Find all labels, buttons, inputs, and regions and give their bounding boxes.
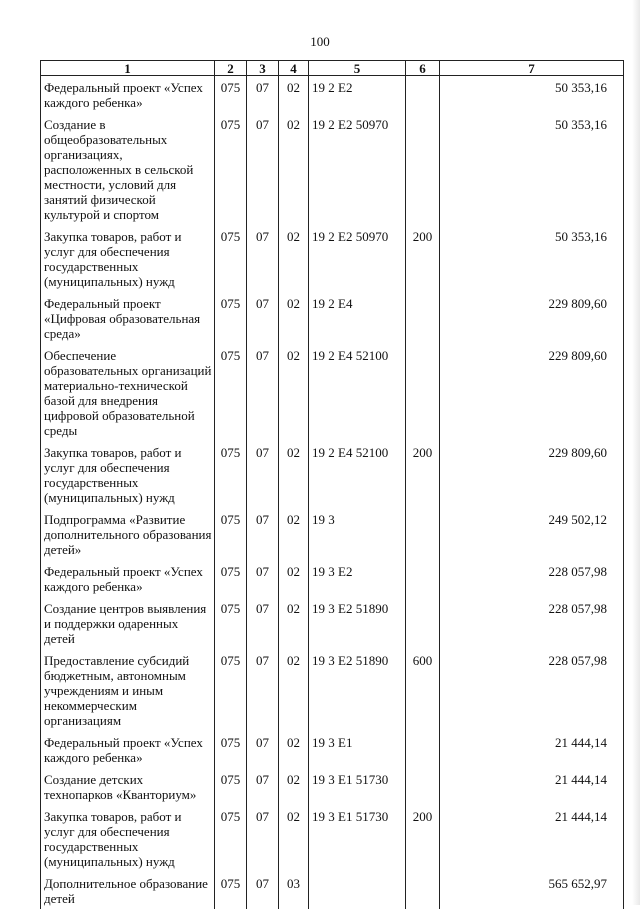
item-name: Федеральный проект «Цифровая образовательная среда» <box>41 292 215 344</box>
code-vr <box>406 292 440 344</box>
amount: 229 809,60 <box>440 344 624 441</box>
code-vr <box>406 508 440 560</box>
code-rz: 07 <box>247 731 279 768</box>
code-vr <box>406 344 440 441</box>
table-row <box>41 731 624 768</box>
code-pr: 02 <box>279 597 309 649</box>
code-pr: 02 <box>279 441 309 508</box>
code-pr: 02 <box>279 508 309 560</box>
code-pr: 02 <box>279 768 309 805</box>
code-csr: 19 2 E2 <box>309 76 406 114</box>
amount: 228 057,98 <box>440 649 624 731</box>
code-csr: 19 3 E1 51730 <box>309 805 406 872</box>
table-row <box>41 805 624 872</box>
code-csr: 19 3 E1 <box>309 731 406 768</box>
item-name: Федеральный проект «Успех каждого ребенка» <box>41 731 215 768</box>
table-row <box>41 872 624 909</box>
code-pr: 02 <box>279 113 309 225</box>
item-name: Обеспечение образовательных организаций материально-технической базой для внедрения цифровой образовательной среды <box>41 344 215 441</box>
code-rz: 07 <box>247 805 279 872</box>
code-csr: 19 3 E2 51890 <box>309 649 406 731</box>
column-header: 3 <box>247 61 279 76</box>
code-vr <box>406 113 440 225</box>
code-vr <box>406 597 440 649</box>
page-number: 100 <box>310 34 330 49</box>
code-gr: 075 <box>215 76 247 114</box>
code-gr: 075 <box>215 560 247 597</box>
amount: 228 057,98 <box>440 560 624 597</box>
code-pr: 02 <box>279 344 309 441</box>
item-name: Создание в общеобразовательных организациях, расположенных в сельской местности, условий для занятий физической культурой и спортом <box>41 113 215 225</box>
code-rz: 07 <box>247 292 279 344</box>
code-vr <box>406 872 440 909</box>
code-csr: 19 2 E2 50970 <box>309 225 406 292</box>
code-gr: 075 <box>215 649 247 731</box>
code-vr: 200 <box>406 225 440 292</box>
column-header: 5 <box>309 61 406 76</box>
budget-table <box>40 60 624 909</box>
table-row <box>41 560 624 597</box>
code-gr: 075 <box>215 805 247 872</box>
code-csr: 19 2 E4 <box>309 292 406 344</box>
table-row <box>41 292 624 344</box>
code-csr: 19 2 E4 52100 <box>309 441 406 508</box>
code-gr: 075 <box>215 731 247 768</box>
item-name: Закупка товаров, работ и услуг для обеспечения государственных (муниципальных) нужд <box>41 441 215 508</box>
code-pr: 02 <box>279 649 309 731</box>
column-header: 6 <box>406 61 440 76</box>
code-csr: 19 3 <box>309 508 406 560</box>
code-csr: 19 3 E1 51730 <box>309 768 406 805</box>
code-pr: 03 <box>279 872 309 909</box>
column-header: 7 <box>440 61 624 76</box>
amount: 21 444,14 <box>440 805 624 872</box>
amount: 229 809,60 <box>440 441 624 508</box>
amount: 50 353,16 <box>440 76 624 114</box>
code-vr <box>406 560 440 597</box>
amount: 565 652,97 <box>440 872 624 909</box>
item-name: Федеральный проект «Успех каждого ребенка» <box>41 560 215 597</box>
code-gr: 075 <box>215 113 247 225</box>
amount: 229 809,60 <box>440 292 624 344</box>
code-gr: 075 <box>215 441 247 508</box>
item-name: Создание детских технопарков «Кванториум» <box>41 768 215 805</box>
code-gr: 075 <box>215 872 247 909</box>
code-csr: 19 2 E4 52100 <box>309 344 406 441</box>
code-rz: 07 <box>247 113 279 225</box>
table-row <box>41 225 624 292</box>
page-edge-shadow <box>632 0 640 905</box>
code-vr <box>406 768 440 805</box>
amount: 249 502,12 <box>440 508 624 560</box>
table-row <box>41 113 624 225</box>
code-pr: 02 <box>279 225 309 292</box>
code-rz: 07 <box>247 76 279 114</box>
code-gr: 075 <box>215 292 247 344</box>
code-gr: 075 <box>215 508 247 560</box>
item-name: Предоставление субсидий бюджетным, автономным учреждениям и иным некоммерческим организациям <box>41 649 215 731</box>
code-csr: 19 3 E2 51890 <box>309 597 406 649</box>
table-row <box>41 597 624 649</box>
table-row <box>41 768 624 805</box>
code-pr: 02 <box>279 805 309 872</box>
code-csr: 19 3 E2 <box>309 560 406 597</box>
code-gr: 075 <box>215 344 247 441</box>
item-name: Подпрограмма «Развитие дополнительного образования детей» <box>41 508 215 560</box>
item-name: Создание центров выявления и поддержки одаренных детей <box>41 597 215 649</box>
item-name: Федеральный проект «Успех каждого ребенка» <box>41 76 215 114</box>
table-row <box>41 76 624 114</box>
item-name: Закупка товаров, работ и услуг для обеспечения государственных (муниципальных) нужд <box>41 225 215 292</box>
amount: 21 444,14 <box>440 768 624 805</box>
amount: 228 057,98 <box>440 597 624 649</box>
column-header: 2 <box>215 61 247 76</box>
column-header: 1 <box>41 61 215 76</box>
code-rz: 07 <box>247 649 279 731</box>
table-row <box>41 508 624 560</box>
amount: 50 353,16 <box>440 225 624 292</box>
column-header: 4 <box>279 61 309 76</box>
code-rz: 07 <box>247 560 279 597</box>
table-row <box>41 649 624 731</box>
code-vr: 200 <box>406 441 440 508</box>
amount: 50 353,16 <box>440 113 624 225</box>
code-rz: 07 <box>247 344 279 441</box>
code-rz: 07 <box>247 441 279 508</box>
code-rz: 07 <box>247 597 279 649</box>
item-name: Дополнительное образование детей <box>41 872 215 909</box>
code-vr: 200 <box>406 805 440 872</box>
amount: 21 444,14 <box>440 731 624 768</box>
code-csr: 19 2 E2 50970 <box>309 113 406 225</box>
code-rz: 07 <box>247 872 279 909</box>
code-vr <box>406 731 440 768</box>
code-gr: 075 <box>215 597 247 649</box>
table-row <box>41 344 624 441</box>
table-header-row <box>41 61 624 76</box>
code-rz: 07 <box>247 508 279 560</box>
code-gr: 075 <box>215 225 247 292</box>
code-vr: 600 <box>406 649 440 731</box>
code-vr <box>406 76 440 114</box>
table-row <box>41 441 624 508</box>
item-name: Закупка товаров, работ и услуг для обеспечения государственных (муниципальных) нужд <box>41 805 215 872</box>
code-pr: 02 <box>279 76 309 114</box>
code-csr <box>309 872 406 909</box>
code-gr: 075 <box>215 768 247 805</box>
code-rz: 07 <box>247 225 279 292</box>
code-rz: 07 <box>247 768 279 805</box>
code-pr: 02 <box>279 292 309 344</box>
code-pr: 02 <box>279 731 309 768</box>
code-pr: 02 <box>279 560 309 597</box>
